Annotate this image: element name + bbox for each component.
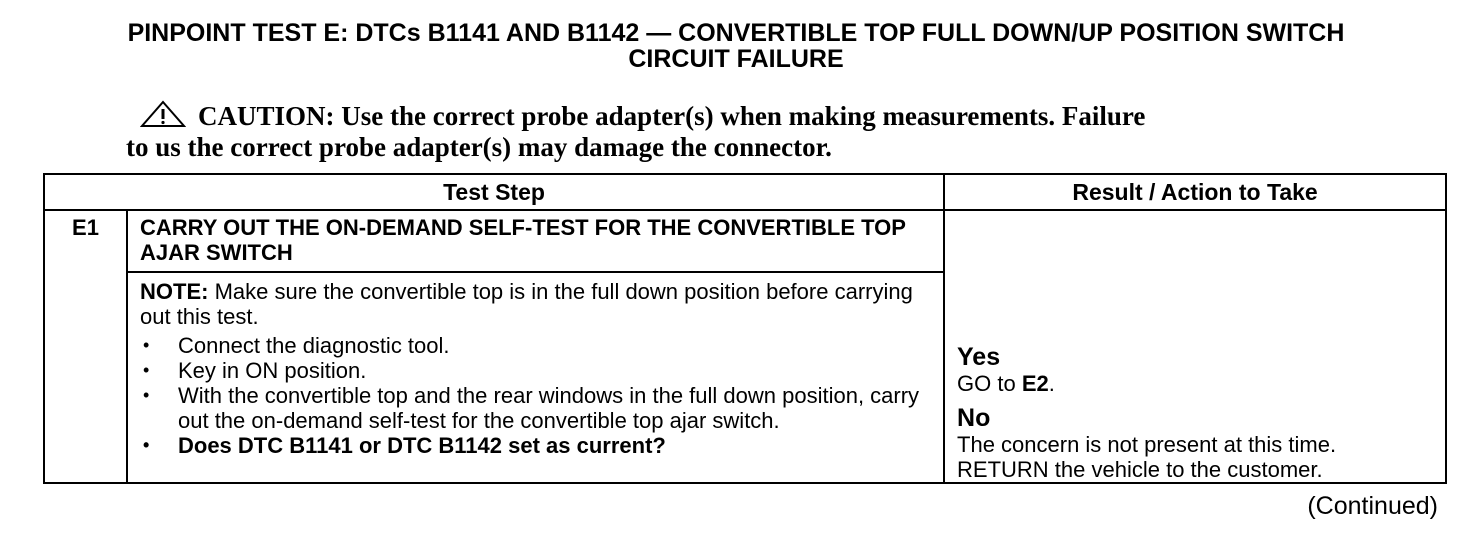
note-text: Make sure the convertible top is in the full down position before carrying out this test. <box>140 279 913 329</box>
list-item-question: • Does DTC B1141 or DTC B1142 set as current? <box>140 433 933 458</box>
result-yes-label: Yes <box>957 343 1001 371</box>
caution-line-2: to us the correct probe adapter(s) may damage the connector. <box>126 132 832 162</box>
table-row <box>44 210 1446 272</box>
pinpoint-test-table <box>43 173 1447 484</box>
result-no-line-2: RETURN the vehicle to the customer. <box>957 457 1323 482</box>
step-title: CARRY OUT THE ON-DEMAND SELF-TEST FOR THE CONVERTIBLE TOP AJAR SWITCH <box>127 210 944 272</box>
result-no-line-1: The concern is not present at this time. <box>957 432 1337 457</box>
step-instruction-list <box>140 333 933 458</box>
result-yes-action: GO to E2. <box>957 371 1055 396</box>
list-item: • With the convertible top and the rear windows in the full down position, carry out the on-demand self-test for the convertible top ajar switch. <box>140 383 933 433</box>
caution-line-1: CAUTION: Use the correct probe adapter(s) when making measurements. Failure <box>198 101 1146 131</box>
list-item: • Key in ON position. <box>140 358 933 383</box>
list-item: • Connect the diagnostic tool. <box>140 333 933 358</box>
note-label: NOTE: <box>140 279 209 304</box>
header-test-step: Test Step <box>44 174 944 210</box>
step-body <box>127 272 944 483</box>
step-code-empty <box>44 272 127 483</box>
result-no-label: No <box>957 404 991 432</box>
title-line-2: CIRCUIT FAILURE <box>628 45 844 73</box>
continued-label: (Continued) <box>1307 492 1438 520</box>
step-code: E1 <box>44 210 127 272</box>
step-note <box>140 279 933 329</box>
goto-step-link: E2 <box>1021 371 1049 396</box>
result-cell <box>944 210 1446 483</box>
header-result-action: Result / Action to Take <box>944 174 1446 210</box>
table-header-row <box>44 174 1446 210</box>
warning-triangle-icon <box>140 100 186 128</box>
page-title <box>0 20 1472 72</box>
title-line-1: PINPOINT TEST E: DTCs B1141 AND B1142 — CONVERTIBLE TOP FULL DOWN/UP POSITION SWITCH <box>127 19 1345 47</box>
caution-block <box>126 100 1326 163</box>
